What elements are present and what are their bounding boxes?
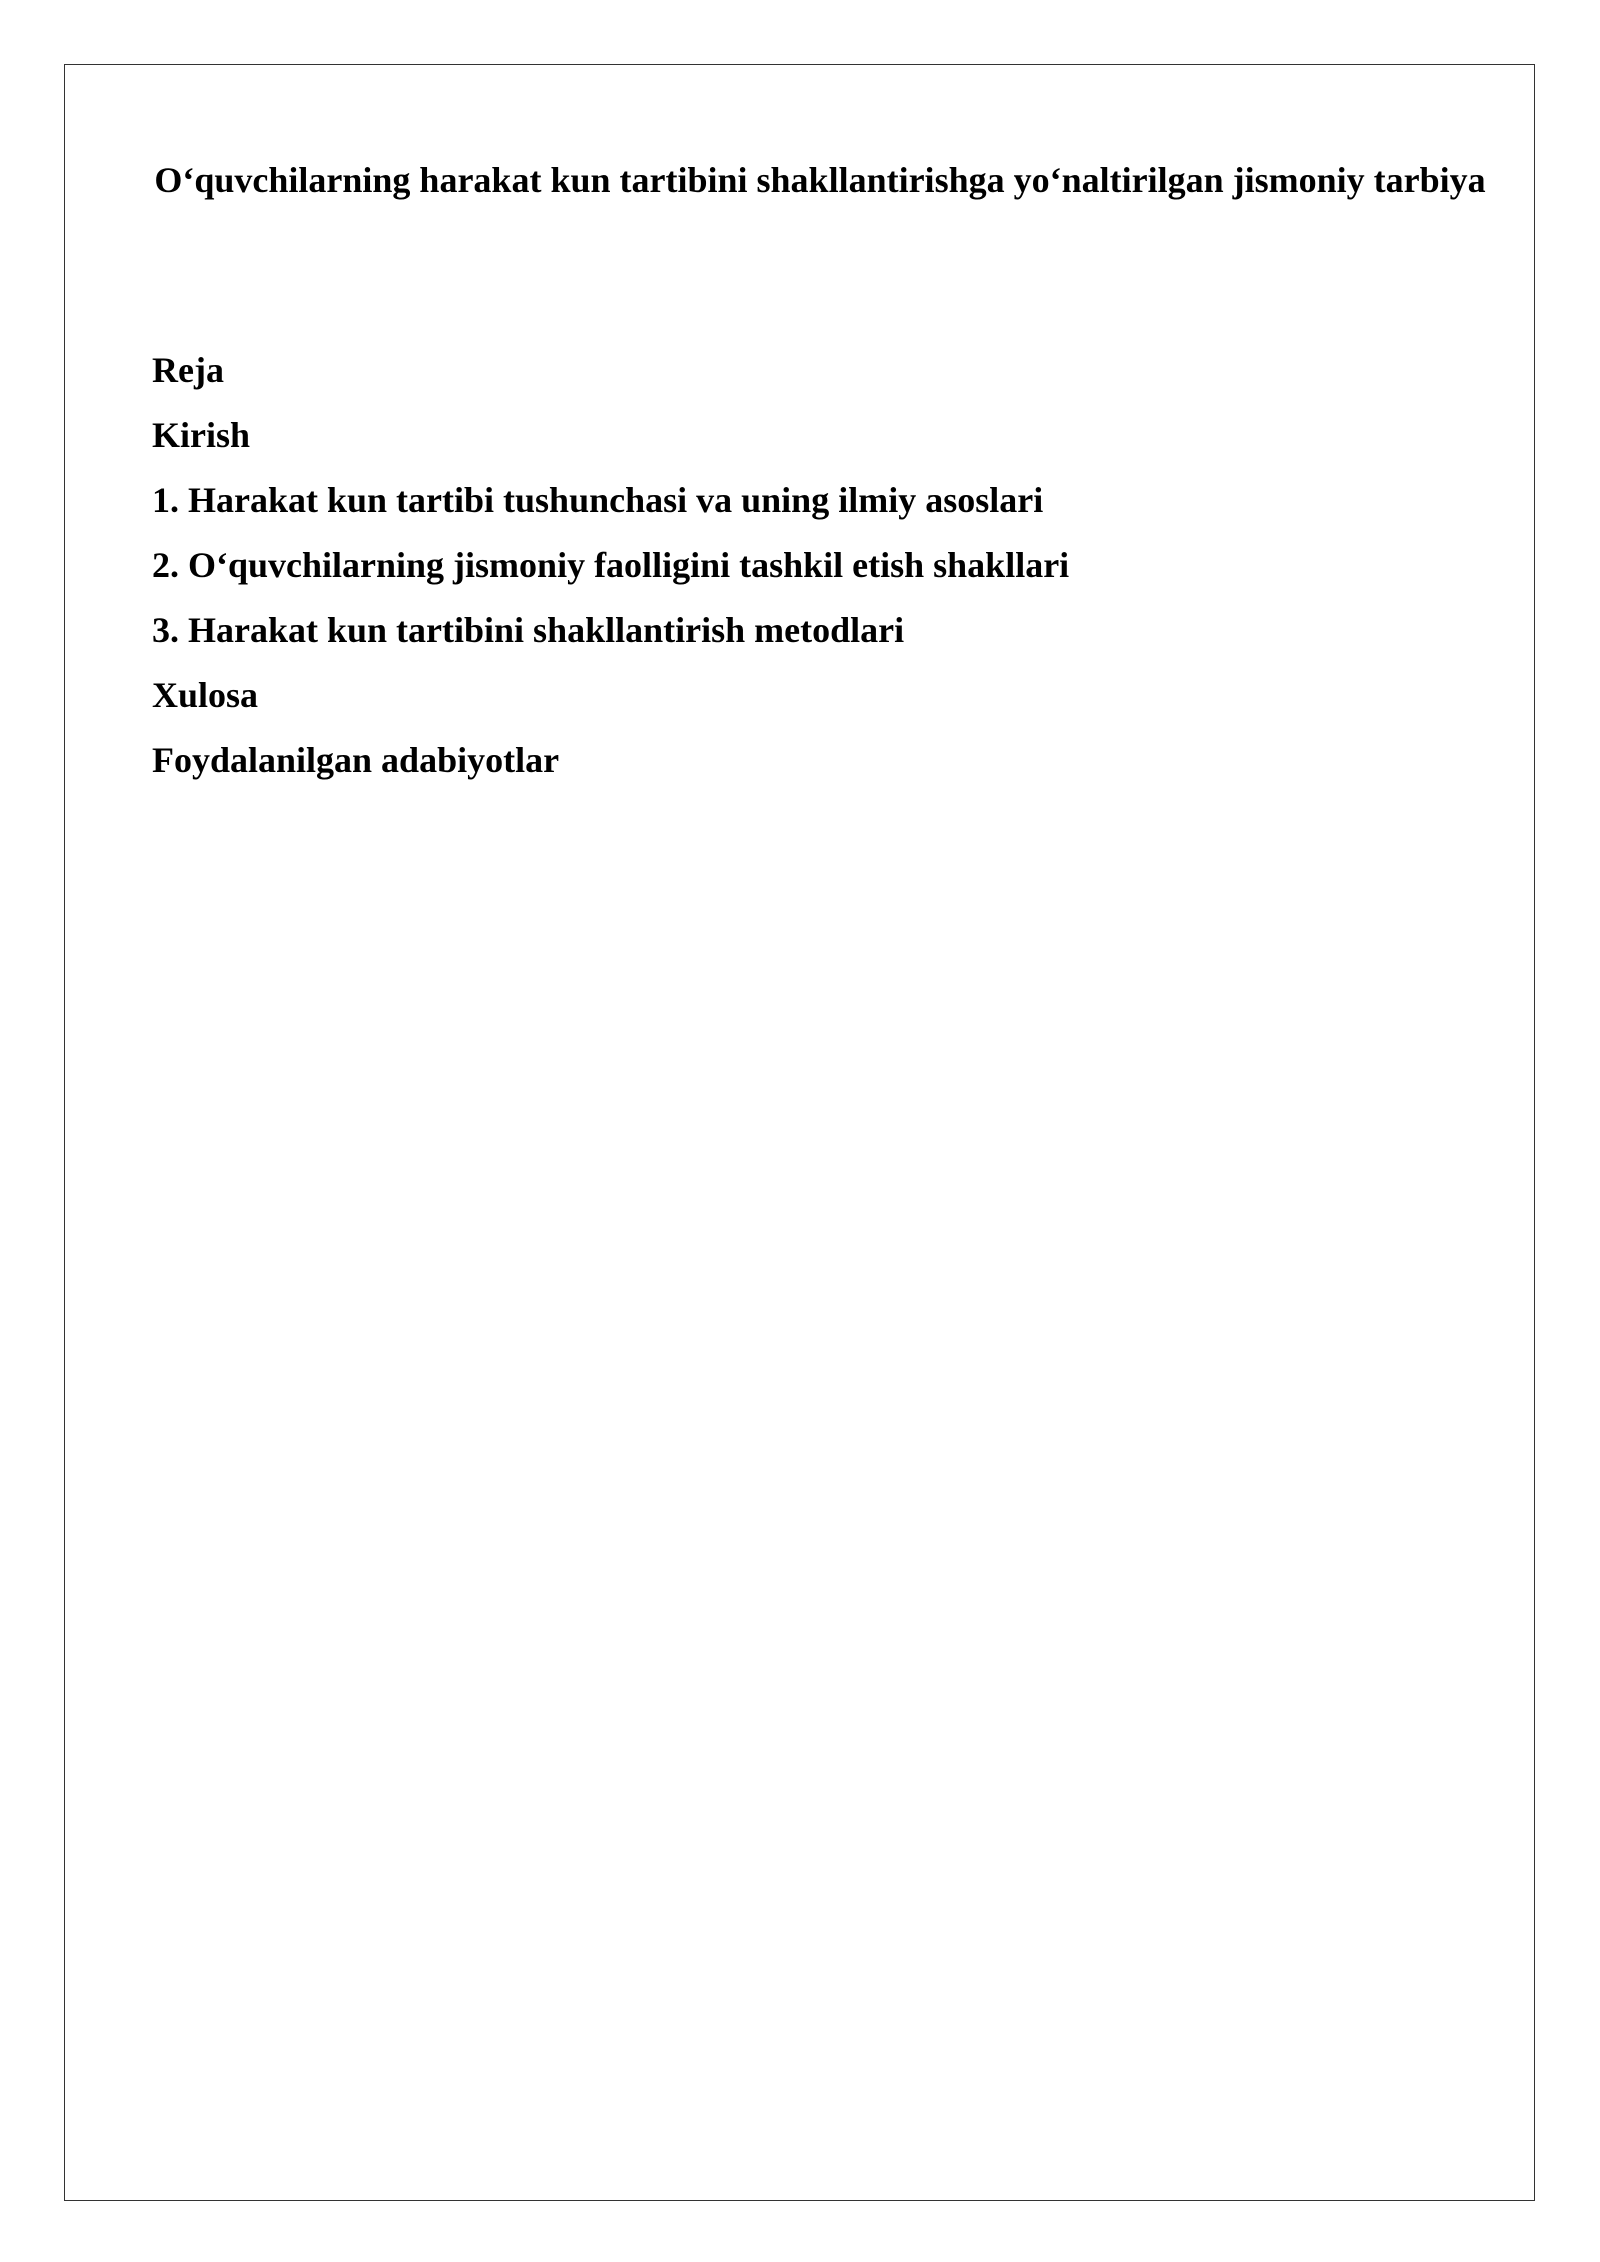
outline-item-3: 3. Harakat kun tartibini shakllantirish metodlari	[152, 610, 905, 650]
plan-outline	[152, 338, 1069, 793]
outline-item-kirish: Kirish	[152, 415, 251, 455]
document-title: O‘quvchilarning harakat kun tartibini shakllantirishga yo‘naltirilgan jismoniy tarbiya	[154, 160, 1486, 200]
outline-item-1: 1. Harakat kun tartibi tushunchasi va uning ilmiy asoslari	[152, 480, 1044, 520]
outline-heading-reja: Reja	[152, 350, 224, 390]
outline-item-xulosa: Xulosa	[152, 675, 259, 715]
outline-item-references: Foydalanilgan adabiyotlar	[152, 740, 560, 780]
outline-item-2: 2. O‘quvchilarning jismoniy faolligini tashkil etish shakllari	[152, 545, 1070, 585]
